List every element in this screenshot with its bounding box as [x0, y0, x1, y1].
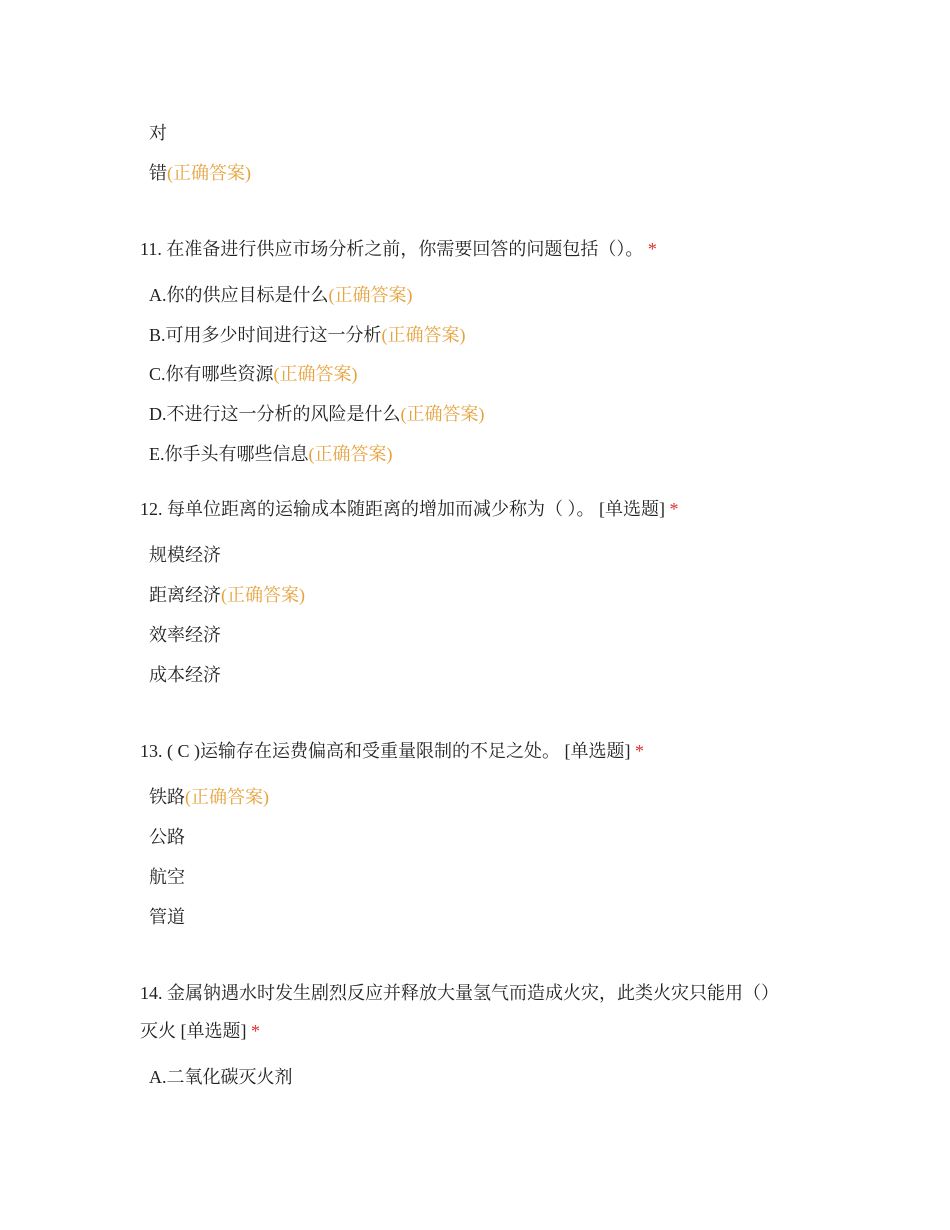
option-text: E.你手头有哪些信息 [149, 444, 309, 464]
correct-answer-tag: (正确答案) [308, 444, 393, 464]
option-text: 铁路 [149, 787, 185, 807]
q12-option-1 [149, 543, 221, 567]
required-mark: * [647, 239, 657, 259]
option-text: A.你的供应目标是什么 [149, 285, 329, 305]
q13-option-4 [149, 905, 185, 929]
option-text: A.二氧化碳灭火剂 [149, 1067, 293, 1087]
q14-title-line-1 [140, 981, 779, 1005]
option-text: 错 [149, 163, 167, 183]
q12-option-2 [149, 583, 305, 607]
q10-option-2 [149, 161, 251, 185]
q13-option-2 [149, 825, 185, 849]
correct-answer-tag: (正确答案) [273, 364, 358, 384]
option-text: 距离经济 [149, 585, 221, 605]
correct-answer-tag: (正确答案) [221, 585, 305, 605]
required-mark: * [634, 741, 644, 761]
q14-title-line-2 [140, 1019, 260, 1043]
question-text-continued: 灭火 [单选题] [140, 1021, 247, 1041]
option-text: D.不进行这一分析的风险是什么 [149, 404, 401, 424]
correct-answer-tag: (正确答案) [400, 404, 485, 424]
q13-option-1 [149, 785, 269, 809]
option-text: 管道 [149, 907, 185, 927]
correct-answer-tag: (正确答案) [328, 285, 413, 305]
option-text: 效率经济 [149, 625, 221, 645]
correct-answer-tag: (正确答案) [381, 325, 466, 345]
option-text: B.可用多少时间进行这一分析 [149, 325, 382, 345]
option-text: 规模经济 [149, 545, 221, 565]
q11-title [140, 237, 657, 261]
q11-option-c [149, 362, 358, 386]
q12-title [140, 497, 679, 521]
option-text: 对 [149, 123, 167, 143]
option-text: 公路 [149, 827, 185, 847]
q11-option-a [149, 283, 413, 307]
q13-option-3 [149, 865, 185, 889]
q13-title [140, 739, 644, 763]
q10-option-1 [149, 121, 167, 145]
q14-option-a [149, 1065, 293, 1089]
required-mark: * [251, 1021, 260, 1041]
option-text: 成本经济 [149, 665, 221, 685]
option-text: 航空 [149, 867, 185, 887]
question-text: 12. 每单位距离的运输成本随距离的增加而减少称为（ ）。 [单选题] [140, 499, 665, 519]
q11-option-e [149, 442, 393, 466]
required-mark: * [669, 499, 679, 519]
question-text: 13. ( C )运输存在运费偏高和受重量限制的不足之处。 [单选题] [140, 741, 631, 761]
q12-option-3 [149, 623, 221, 647]
option-text: C.你有哪些资源 [149, 364, 274, 384]
correct-answer-tag: (正确答案) [185, 787, 269, 807]
q11-option-b [149, 323, 466, 347]
question-text: 14. 金属钠遇水时发生剧烈反应并释放大量氢气而造成火灾，此类火灾只能用（） [140, 983, 779, 1003]
correct-answer-tag: (正确答案) [167, 163, 251, 183]
question-text: 11. 在准备进行供应市场分析之前，你需要回答的问题包括（）。 [140, 239, 644, 259]
q11-option-d [149, 402, 485, 426]
q12-option-4 [149, 663, 221, 687]
